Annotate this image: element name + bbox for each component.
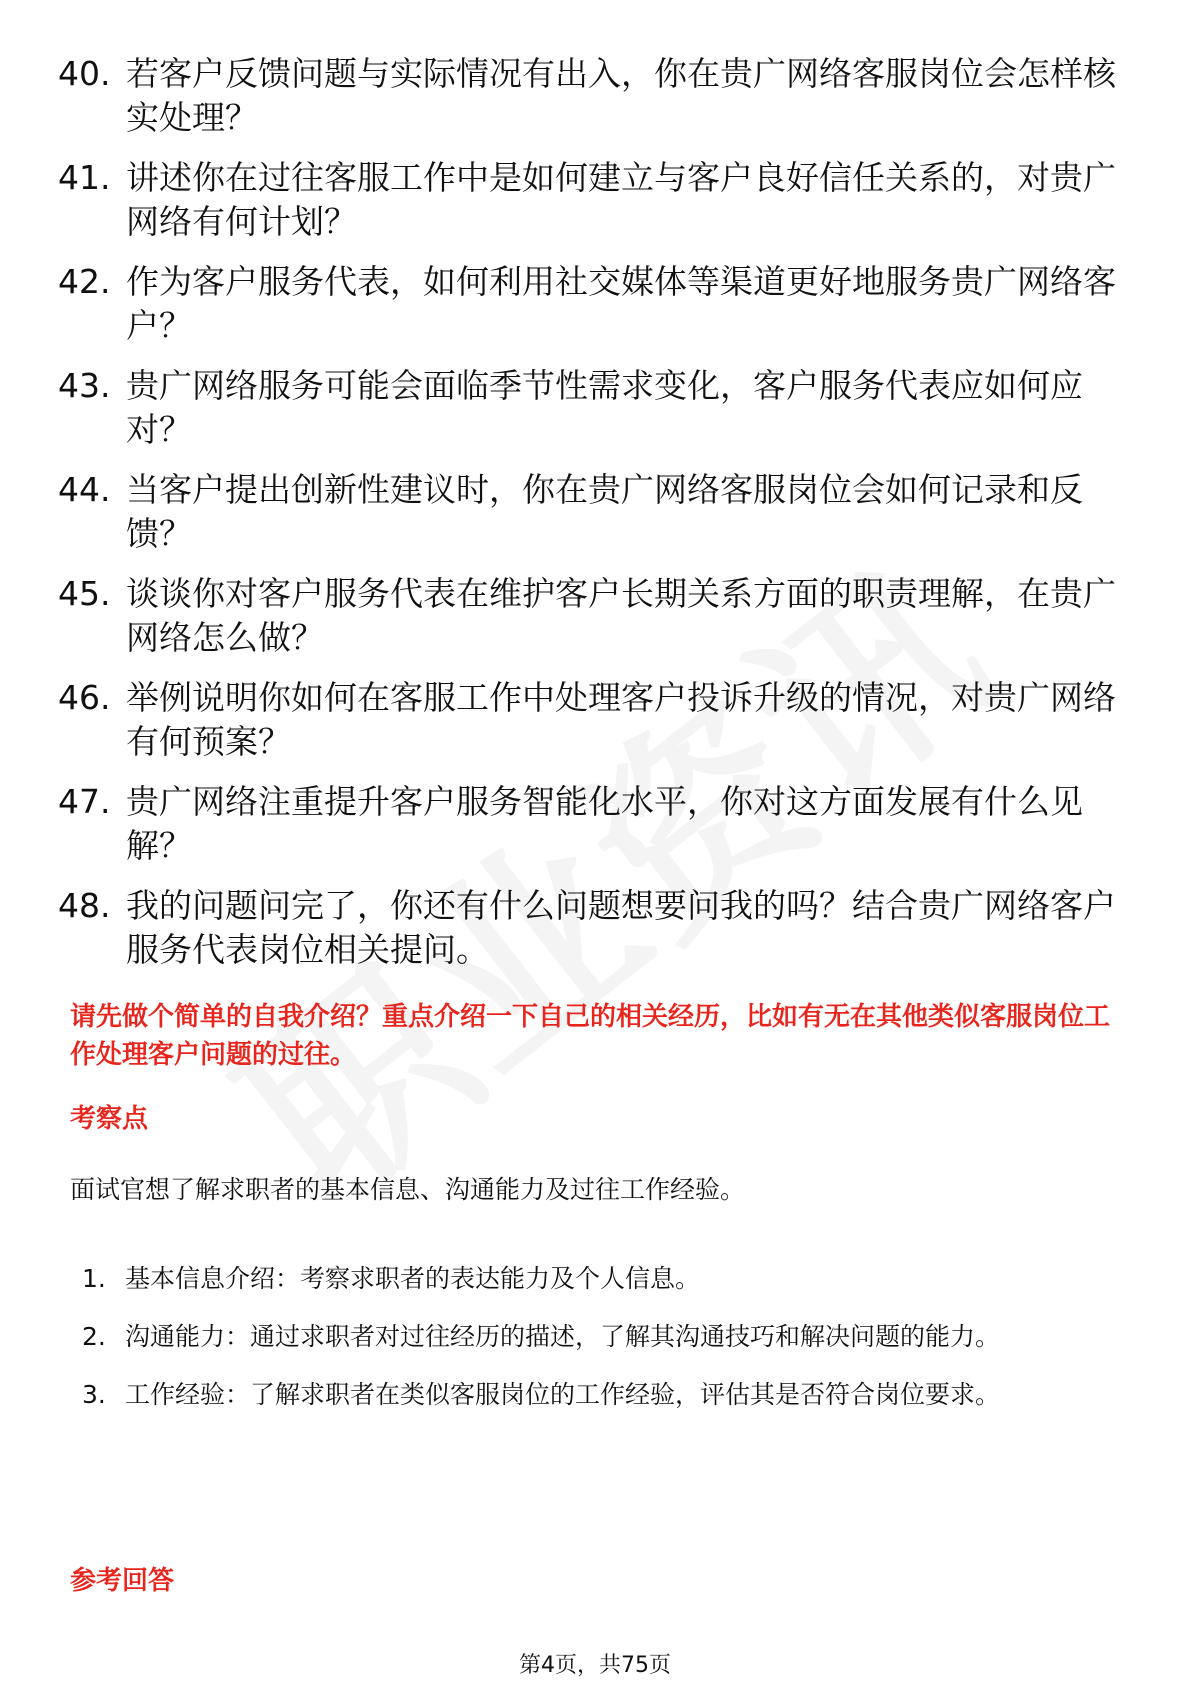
point-text: 工作经验：了解求职者在类似客服岗位的工作经验，评估其是否符合岗位要求。 bbox=[125, 1380, 1001, 1409]
point-text: 沟通能力：通过求职者对过往经历的描述，了解其沟通技巧和解决问题的能力。 bbox=[125, 1322, 1001, 1351]
question-number: 46. bbox=[58, 678, 111, 717]
reference-answer-title: 参考回答 bbox=[70, 1566, 175, 1596]
list-item bbox=[58, 364, 1138, 452]
question-number: 42. bbox=[58, 262, 111, 301]
question-text: 贵广网络服务可能会面临季节性需求变化，客户服务代表应如何应对？ bbox=[126, 366, 1083, 449]
page-footer: 第4页，共75页 bbox=[519, 1653, 671, 1678]
question-number: 47. bbox=[58, 782, 111, 821]
question-text: 作为客户服务代表，如何利用社交媒体等渠道更好地服务贵广网络客户？ bbox=[126, 262, 1116, 345]
question-text: 谈谈你对客户服务代表在维护客户长期关系方面的职责理解，在贵广网络怎么做？ bbox=[126, 574, 1116, 657]
question-text: 我的问题问完了，你还有什么问题想要问我的吗？结合贵广网络客户服务代表岗位相关提问。 bbox=[126, 886, 1116, 969]
assessment-title: 考察点 bbox=[70, 1104, 149, 1134]
question-number: 41. bbox=[58, 158, 111, 197]
list-item bbox=[58, 52, 1138, 140]
list-item bbox=[58, 468, 1138, 556]
assessment-points bbox=[82, 1250, 1112, 1424]
question-number: 43. bbox=[58, 366, 111, 405]
point-number: 1. bbox=[82, 1264, 106, 1293]
list-item bbox=[58, 156, 1138, 244]
question-list bbox=[58, 52, 1138, 988]
question-number: 45. bbox=[58, 574, 111, 613]
question-number: 40. bbox=[58, 54, 111, 93]
question-text: 若客户反馈问题与实际情况有出入，你在贵广网络客服岗位会怎样核实处理？ bbox=[126, 54, 1116, 137]
question-number: 48. bbox=[58, 886, 111, 925]
point-text: 基本信息介绍：考察求职者的表达能力及个人信息。 bbox=[125, 1264, 701, 1293]
question-text: 举例说明你如何在客服工作中处理客户投诉升级的情况，对贵广网络有何预案？ bbox=[126, 678, 1116, 761]
point-number: 3. bbox=[82, 1380, 106, 1409]
assessment-intro: 面试官想了解求职者的基本信息、沟通能力及过往工作经验。 bbox=[70, 1175, 746, 1204]
list-item bbox=[82, 1366, 1112, 1424]
list-item bbox=[58, 780, 1138, 868]
list-item bbox=[58, 260, 1138, 348]
question-text: 贵广网络注重提升客户服务智能化水平，你对这方面发展有什么见解？ bbox=[126, 782, 1083, 865]
list-item bbox=[82, 1250, 1112, 1308]
question-text: 讲述你在过往客服工作中是如何建立与客户良好信任关系的，对贵广网络有何计划？ bbox=[126, 158, 1116, 241]
list-item bbox=[58, 676, 1138, 764]
question-text: 当客户提出创新性建议时，你在贵广网络客服岗位会如何记录和反馈？ bbox=[126, 470, 1083, 553]
list-item bbox=[58, 884, 1138, 972]
list-item bbox=[82, 1308, 1112, 1366]
list-item bbox=[58, 572, 1138, 660]
point-number: 2. bbox=[82, 1322, 106, 1351]
focus-question: 请先做个简单的自我介绍？重点介绍一下自己的相关经历，比如有无在其他类似客服岗位工作处理客户问题的过往。 bbox=[70, 1002, 1111, 1070]
question-number: 44. bbox=[58, 470, 111, 509]
